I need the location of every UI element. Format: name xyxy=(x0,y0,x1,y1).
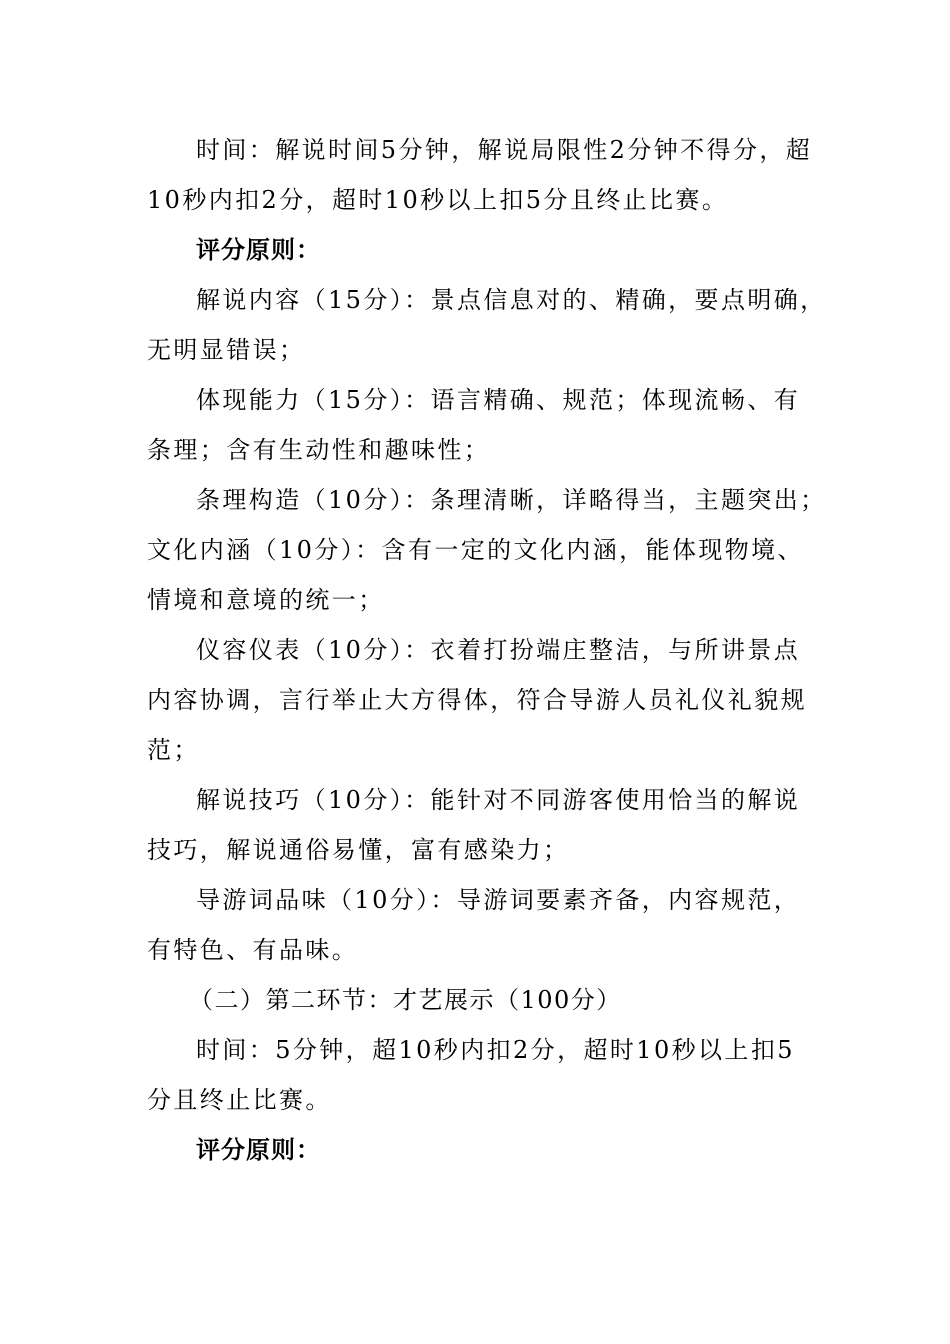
section-heading-talent: （二）第二环节：才艺展示（100分） xyxy=(189,986,622,1014)
criterion-culture-line-2: 情境和意境的统一； xyxy=(147,586,385,614)
criterion-technique-line-1: 解说技巧（10分）：能针对不同游客使用恰当的解说 xyxy=(196,786,801,814)
criterion-technique-line-2: 技巧，解说通俗易懂，富有感染力； xyxy=(147,836,570,864)
criterion-appearance-line-3: 范； xyxy=(147,736,200,764)
criterion-expression-line-2: 条理；含有生动性和趣味性； xyxy=(147,436,491,464)
criterion-content-line-2: 无明显错误； xyxy=(147,336,306,364)
criterion-expression-line-1: 体现能力（15分）：语言精确、规范；体现流畅、有 xyxy=(196,386,801,414)
criterion-appearance-line-2: 内容协调，言行举止大方得体，符合导游人员礼仪礼貌规 xyxy=(147,686,807,714)
scoring-heading-1: 评分原则： xyxy=(196,235,321,264)
criterion-quality-line-1: 导游词品味（10分）：导游词要素齐备，内容规范， xyxy=(196,886,801,914)
criterion-content-line-1: 解说内容（15分）：景点信息对的、精确，要点明确， xyxy=(196,286,827,314)
talent-time-line-1: 时间：5分钟，超10秒内扣2分，超时10秒以上扣5 xyxy=(196,1036,795,1064)
criterion-appearance-line-1: 仪容仪表（10分）：衣着打扮端庄整洁，与所讲景点 xyxy=(196,636,801,664)
time-rule-line-1: 时间：解说时间5分钟，解说局限性2分钟不得分，超 xyxy=(196,136,813,164)
criterion-quality-line-2: 有特色、有品味。 xyxy=(147,936,359,964)
scoring-heading-2: 评分原则： xyxy=(196,1135,321,1164)
criterion-structure-line: 条理构造（10分）：条理清晰，详略得当，主题突出； xyxy=(196,486,827,514)
talent-time-line-2: 分且终止比赛。 xyxy=(147,1086,332,1114)
time-rule-line-2: 10秒内扣2分，超时10秒以上扣5分且终止比赛。 xyxy=(147,186,729,214)
criterion-culture-line-1: 文化内涵（10分）：含有一定的文化内涵，能体现物境、 xyxy=(147,536,804,564)
